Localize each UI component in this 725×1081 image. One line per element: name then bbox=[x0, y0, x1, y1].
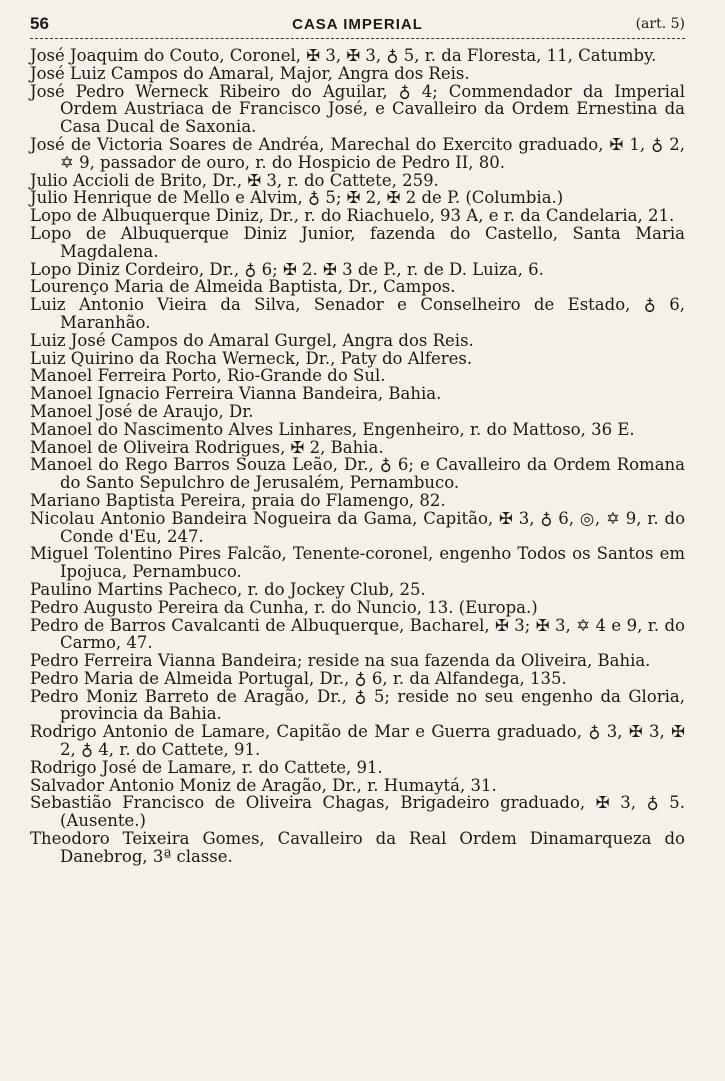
list-item: Paulino Martins Pacheco, r. do Jockey Club, 25. bbox=[30, 579, 426, 599]
list-item: Rodrigo Antonio de Lamare, Capitão de Mar e Guerra graduado, ♁ 3, ✠ 3, ✠ 2, ♁ 4, r. do Cattete, 91. bbox=[30, 722, 685, 760]
list-item: Luiz José Campos do Amaral Gurgel, Angra dos Reis. bbox=[30, 330, 474, 350]
list-item: Manoel do Nascimento Alves Linhares, Engenheiro, r. do Mattoso, 36 E. bbox=[30, 419, 635, 439]
list-item: Lopo Diniz Cordeiro, Dr., ♁ 6; ✠ 2. ✠ 3 de P., r. de D. Luiza, 6. bbox=[30, 259, 544, 279]
list-item: Pedro Maria de Almeida Portugal, Dr., ♁ 6, r. da Alfandega, 135. bbox=[30, 668, 567, 688]
list-item: Rodrigo José de Lamare, r. do Cattete, 91. bbox=[30, 757, 383, 777]
list-item: Lopo de Albuquerque Diniz, Dr., r. do Riachuelo, 93 A, e r. da Candelaria, 21. bbox=[30, 206, 675, 226]
list-item: Manoel de Oliveira Rodrigues, ✠ 2, Bahia. bbox=[30, 437, 384, 457]
list-item: Pedro Ferreira Vianna Bandeira; reside na sua fazenda da Oliveira, Bahia. bbox=[30, 651, 651, 671]
list-item: Manoel do Rego Barros Souza Leão, Dr., ♁ 6; e Cavalleiro da Ordem Romana do Santo Sepulchro de Jerusalém, Pernambuco. bbox=[30, 455, 685, 493]
list-item: Lourenço Maria de Almeida Baptista, Dr., Campos. bbox=[30, 277, 456, 297]
list-item: José Pedro Werneck Ribeiro do Aguilar, ♁ 4; Commendador da Imperial Ordem Austriaca de Francisco José, e Cavalleiro da Ordem Ernestina da Casa Ducal de Saxonia. bbox=[30, 81, 685, 137]
list-item: Mariano Baptista Pereira, praia do Flamengo, 82. bbox=[30, 490, 446, 510]
list-item: José Luiz Campos do Amaral, Major, Angra dos Reis. bbox=[30, 63, 470, 83]
list-item: Salvador Antonio Moniz de Aragão, Dr., r. Humaytá, 31. bbox=[30, 775, 497, 795]
list-item: Luiz Quirino da Rocha Werneck, Dr., Paty do Alferes. bbox=[30, 348, 473, 368]
list-item: Pedro Moniz Barreto de Aragão, Dr., ♁ 5; reside no seu engenho da Gloria, provincia da Bahia. bbox=[30, 686, 685, 724]
list-item: Manoel Ignacio Ferreira Vianna Bandeira, Bahia. bbox=[30, 384, 442, 404]
list-item: Lopo de Albuquerque Diniz Junior, fazenda do Castello, Santa Maria Magdalena. bbox=[30, 223, 685, 261]
list-item: Nicolau Antonio Bandeira Nogueira da Gama, Capitão, ✠ 3, ♁ 6, ◎, ✡ 9, r. do Conde d'Eu, 247. bbox=[30, 508, 685, 546]
entry-list bbox=[30, 39, 685, 866]
list-item: Luiz Antonio Vieira da Silva, Senador e Conselheiro de Estado, ♁ 6, Maranhão. bbox=[30, 295, 685, 332]
list-item: Pedro Augusto Pereira da Cunha, r. do Nuncio, 13. (Europa.) bbox=[30, 597, 538, 617]
list-item: Julio Accioli de Brito, Dr., ✠ 3, r. do Cattete, 259. bbox=[30, 170, 439, 190]
page-number: 56 bbox=[30, 14, 49, 33]
list-item: José de Victoria Soares de Andréa, Marechal do Exercito graduado, ✠ 1, ♁ 2, ✡ 9, passador de ouro, r. do Hospicio de Pedro II, 80. bbox=[30, 134, 685, 172]
list-item: Miguel Tolentino Pires Falcão, Tenente-coronel, engenho Todos os Santos em Ipojuca, Pernambuco. bbox=[30, 544, 685, 582]
list-item: Pedro de Barros Cavalcanti de Albuquerque, Bacharel, ✠ 3; ✠ 3, ✡ 4 e 9, r. do Carmo, 47. bbox=[30, 615, 685, 653]
list-item: Sebastião Francisco de Oliveira Chagas, Brigadeiro graduado, ✠ 3, ♁ 5. (Ausente.) bbox=[30, 793, 685, 831]
list-item: Theodoro Teixeira Gomes, Cavalleiro da Real Ordem Dinamarqueza do Danebrog, 3ª classe. bbox=[30, 829, 685, 866]
list-item: Manoel Ferreira Porto, Rio-Grande do Sul. bbox=[30, 366, 386, 386]
section-title: CASA IMPERIAL bbox=[292, 16, 423, 33]
page-header bbox=[30, 12, 685, 39]
list-item: Julio Henrique de Mello e Alvim, ♁ 5; ✠ 2, ✠ 2 de P. (Columbia.) bbox=[30, 188, 564, 208]
section-ref: (art. 5) bbox=[635, 16, 685, 32]
list-item: José Joaquim do Couto, Coronel, ✠ 3, ✠ 3, ♁ 5, r. da Floresta, 11, Catumby. bbox=[30, 46, 657, 65]
list-item: Manoel José de Araujo, Dr. bbox=[30, 401, 254, 421]
